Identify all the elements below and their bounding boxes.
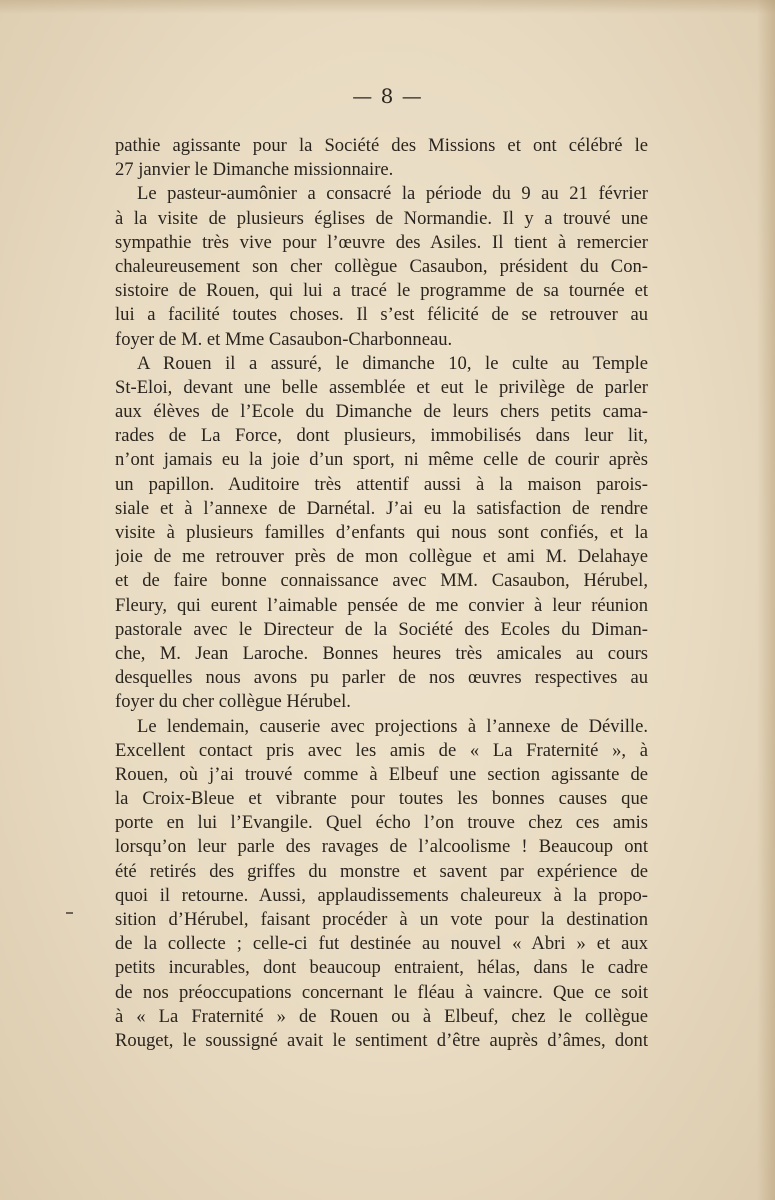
text-line: rades de La Force, dont plusieurs, immobilisés dans leur lit, [115, 425, 648, 447]
text-line: foyer du cher collègue Hérubel. [115, 691, 351, 713]
text-line: 27 janvier le Dimanche missionnaire. [115, 159, 394, 181]
text-line: Fleury, qui eurent l’aimable pensée de me convier à leur réunion [115, 594, 648, 616]
text-line: n’ont jamais eu la joie d’un sport, ni même celle de courir après [115, 449, 648, 471]
text-line: lorsqu’on leur parle des ravages de l’alcoolisme ! Beaucoup ont [115, 836, 648, 858]
text-line: visite à plusieurs familles d’enfants qui nous sont confiés, et la [115, 522, 648, 543]
text-line: Excellent contact pris avec les amis de « La Fraternité », à [115, 739, 648, 761]
text-line: lui a facilité toutes choses. Il s’est félicité de se retrouver au [115, 304, 648, 326]
paragraph-start-line: A Rouen il a assuré, le dimanche 10, le culte au Temple [137, 352, 648, 374]
text-line: siale et à l’annexe de Darnétal. J’ai eu la satisfaction de rendre [115, 497, 648, 519]
text-line: chaleureusement son cher collègue Casaubon, président du Con- [115, 255, 648, 277]
text-line: pathie agissante pour la Société des Missions et ont célébré le [115, 135, 648, 156]
text-line: desquelles nous avons pu parler de nos œuvres respectives au [115, 667, 648, 689]
text-line: sistoire de Rouen, qui lui a tracé le programme de sa tournée et [115, 280, 648, 302]
text-line: che, M. Jean Laroche. Bonnes heures très amicales au cours [115, 642, 648, 664]
text-line: St-Eloi, devant une belle assemblée et eut le privilège de parler [115, 376, 648, 398]
text-line: de la collecte ; celle-ci fut destinée au nouvel « Abri » et aux [115, 933, 648, 955]
text-line: sympathie très vive pour l’œuvre des Asiles. Il tient à remercier [115, 231, 648, 253]
text-line: à la visite de plusieurs églises de Normandie. Il y a trouvé une [115, 207, 648, 229]
text-line: pastorale avec le Directeur de la Société des Ecoles du Diman- [115, 618, 648, 640]
text-line: quoi il retourne. Aussi, applaudissements chaleureux à la propo- [115, 884, 648, 906]
margin-mark [66, 912, 73, 914]
text-line: foyer de M. et Mme Casaubon-Charbonneau. [115, 328, 453, 350]
text-line: et de faire bonne connaissance avec MM. Casaubon, Hérubel, [115, 570, 648, 592]
text-line: été retirés des griffes du monstre et savent par expérience de [115, 860, 648, 882]
text-line: la Croix-Bleue et vibrante pour toutes les bonnes causes que [115, 788, 648, 810]
page-top-shadow [0, 0, 775, 14]
page-right-shadow [757, 0, 775, 1200]
text-line: sition d’Hérubel, faisant procéder à un vote pour la destination [115, 909, 648, 930]
text-line: à « La Fraternité » de Rouen ou à Elbeuf, chez le collègue [115, 1005, 648, 1027]
text-line: aux élèves de l’Ecole du Dimanche de leurs chers petits cama- [115, 401, 648, 423]
text-line: Rouget, le soussigné avait le sentiment d’être auprès d’âmes, dont [115, 1029, 648, 1051]
text-line: de nos préoccupations concernant le fléau à vaincre. Que ce soit [115, 981, 648, 1003]
page-number: — 8 — [352, 84, 423, 108]
text-line: un papillon. Auditoire très attentif aussi à la maison parois- [115, 473, 648, 495]
text-line: joie de me retrouver près de mon collègue et ami M. Delahaye [115, 546, 648, 568]
paragraph-start-line: Le lendemain, causerie avec projections à l’annexe de Déville. [137, 715, 648, 737]
text-line: porte en lui l’Evangile. Quel écho l’on trouve chez ces amis [115, 812, 648, 834]
text-line: Rouen, où j’ai trouvé comme à Elbeuf une section agissante de [115, 763, 648, 785]
text-line: petits incurables, dont beaucoup entraient, hélas, dans le cadre [115, 957, 648, 979]
body-text [115, 134, 648, 1053]
paragraph-start-line: Le pasteur-aumônier a consacré la période du 9 au 21 février [137, 183, 648, 205]
